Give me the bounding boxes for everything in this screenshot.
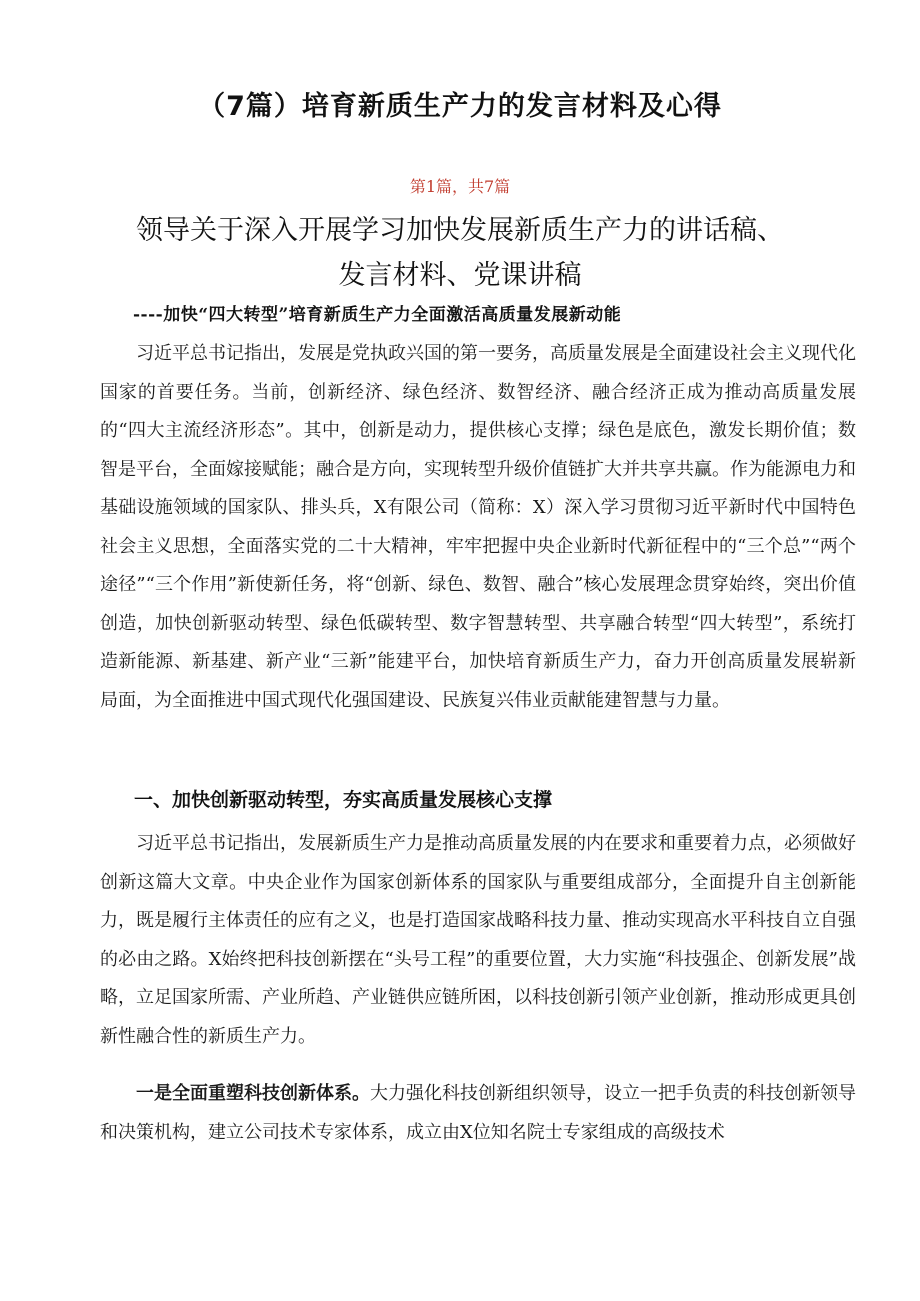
speech-title-line-1: 领导关于深入开展学习加快发展新质生产力的讲话稿、 [136, 215, 784, 246]
paragraph-point-1 [100, 1075, 856, 1152]
speech-subtitle: ----加快“四大转型”培育新质生产力全面激活高质量发展新动能 [133, 305, 622, 325]
paragraph-point-1-text: 大力强化科技创新组织领导，设立一把手负责的科技创新领导和决策机构，建立公司技术专家体系，成立由X位知名院士专家组成的高级技术 [100, 1083, 856, 1143]
paragraph-intro: 习近平总书记指出，发展是党执政兴国的第一要务，高质量发展是全面建设社会主义现代化国家的首要任务。当前，创新经济、绿色经济、数智经济、融合经济正成为推动高质量发展的“四大主流经济形态”。其中，创新是动力，提供核心支撑；绿色是底色，激发长期价值；数智是平台，全面嫁接赋能；融合是方向，实现转型升级价值链扩大并共享共赢。作为能源电力和基础设施领域的国家队、排头兵，X有限公司（简称：X）深入学习贯彻习近平新时代中国特色社会主义思想，全面落实党的二十大精神，牢牢把握中央企业新时代新征程中的“三个总”“两个途径”“三个作用”新使新任务，将“创新、绿色、数智、融合”核心发展理念贯穿始终，突出价值创造，加快创新驱动转型、绿色低碳转型、数字智慧转型、共享融合转型“四大转型”，系统打造新能源、新基建、新产业“三新”能建平台，加快培育新质生产力，奋力开创高质量发展崭新局面，为全面推进中国式现代化强国建设、民族复兴伟业贡献能建智慧与力量。 [100, 343, 856, 711]
part-label: 第1篇，共7篇 [409, 177, 511, 196]
paragraph-point-1-lead: 一是全面重塑科技创新体系。 [136, 1083, 370, 1104]
speech-title [0, 208, 920, 298]
document-title: （7篇）培育新质生产力的发言材料及心得 [198, 91, 722, 122]
paragraph-section-1: 习近平总书记指出，发展新质生产力是推动高质量发展的内在要求和重要着力点，必须做好创新这篇大文章。中央企业作为国家创新体系的国家队与重要组成部分，全面提升自主创新能力，既是履行主体责任的应有之义，也是打造国家战略科技力量、推动实现高水平科技自立自强的必由之路。X始终把科技创新摆在“头号工程”的重要位置，大力实施“科技强企、创新发展”战略，立足国家所需、产业所趋、产业链供应链所困，以科技创新引领产业创新，推动形成更具创新性融合性的新质生产力。 [100, 833, 856, 1047]
section-heading-1: 一、加快创新驱动转型，夯实高质量发展核心支撑 [134, 789, 553, 811]
speech-title-line-2: 发言材料、党课讲稿 [338, 260, 582, 291]
